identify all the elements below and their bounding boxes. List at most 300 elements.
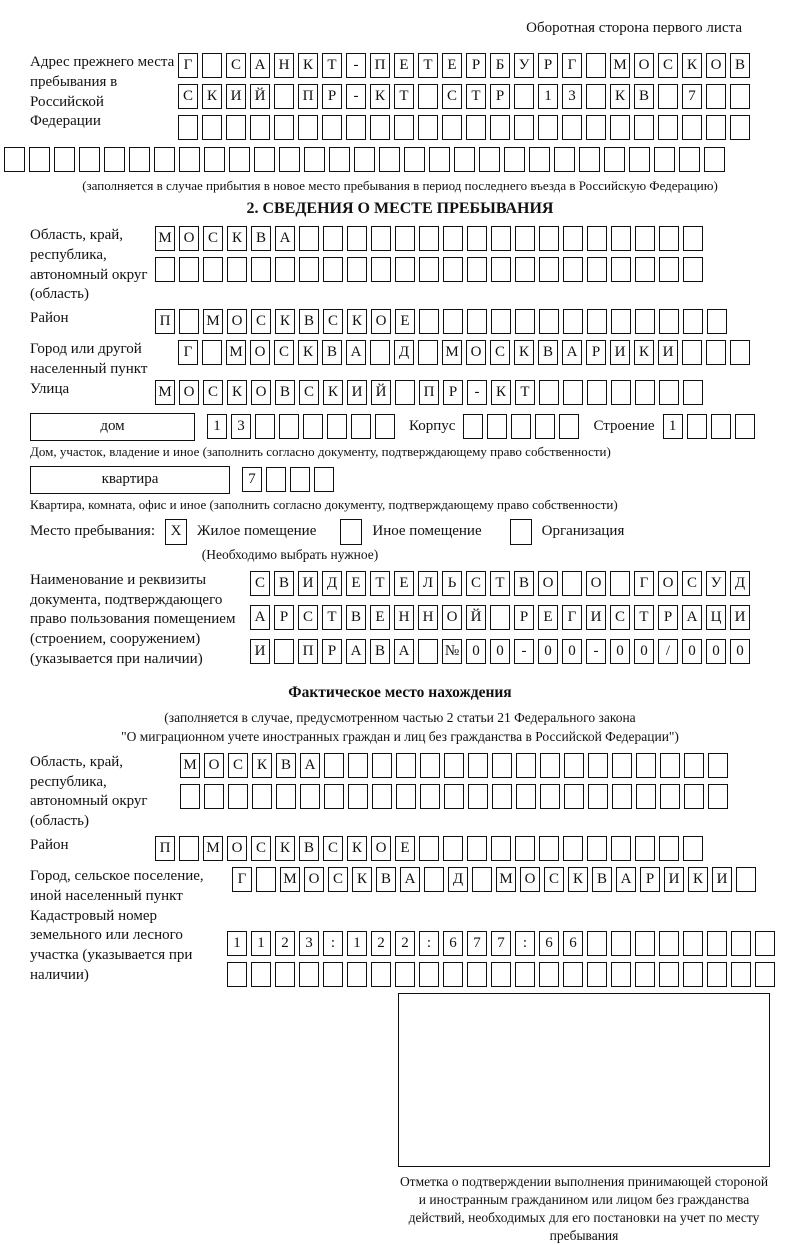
char-cell xyxy=(304,147,325,172)
char-cell xyxy=(396,784,416,809)
oblast-label: Область, край, республика, автономный округ (область) xyxy=(30,227,148,303)
char-cell: С xyxy=(658,53,678,78)
char-cell xyxy=(424,867,444,892)
char-cell xyxy=(370,340,390,365)
raion-row xyxy=(155,309,727,334)
char-cell: А xyxy=(562,340,582,365)
char-cell: О xyxy=(371,309,391,334)
char-cell xyxy=(611,309,631,334)
char-cell xyxy=(635,380,655,405)
char-cell: В xyxy=(299,309,319,334)
char-cell: М xyxy=(610,53,630,78)
char-cell xyxy=(491,257,511,282)
char-cell: И xyxy=(298,571,318,596)
char-cell: О xyxy=(520,867,540,892)
char-cell xyxy=(375,414,395,439)
char-cell xyxy=(275,962,295,987)
char-cell: М xyxy=(442,340,462,365)
char-cell: К xyxy=(202,84,222,109)
char-cell xyxy=(679,147,700,172)
option-zhiloe-label: Жилое помещение xyxy=(197,523,317,540)
char-cell xyxy=(487,414,507,439)
document-row-2 xyxy=(250,605,770,630)
char-cell: О xyxy=(442,605,462,630)
char-cell xyxy=(443,962,463,987)
char-cell xyxy=(443,309,463,334)
char-cell xyxy=(604,147,625,172)
char-cell: 3 xyxy=(231,414,251,439)
char-cell: П xyxy=(298,84,318,109)
char-cell xyxy=(354,147,375,172)
char-cell xyxy=(419,257,439,282)
stamp-area xyxy=(398,993,770,1245)
char-cell xyxy=(660,784,680,809)
char-cell: К xyxy=(275,836,295,861)
char-cell: : xyxy=(323,931,343,956)
fact-raion-label: Район xyxy=(30,836,69,853)
char-cell xyxy=(587,309,607,334)
char-cell: О xyxy=(586,571,606,596)
char-cell xyxy=(467,226,487,251)
char-cell xyxy=(706,84,726,109)
char-cell: С xyxy=(544,867,564,892)
char-cell xyxy=(255,414,275,439)
char-cell: Р xyxy=(274,605,294,630)
char-cell: Н xyxy=(274,53,294,78)
char-cell xyxy=(274,115,294,140)
char-cell: 0 xyxy=(730,639,750,664)
char-cell: - xyxy=(346,53,366,78)
char-cell: И xyxy=(730,605,750,630)
char-cell: / xyxy=(658,639,678,664)
char-cell xyxy=(515,226,535,251)
prev-address-row-3 xyxy=(178,115,770,140)
char-cell: В xyxy=(275,380,295,405)
char-cell xyxy=(654,147,675,172)
kadastr-field xyxy=(30,907,770,987)
char-cell xyxy=(329,147,350,172)
char-cell: У xyxy=(706,571,726,596)
checkbox-zhiloe: X xyxy=(165,519,187,545)
char-cell: К xyxy=(298,53,318,78)
char-cell xyxy=(299,226,319,251)
char-cell: Т xyxy=(322,605,342,630)
fact-gorod-label: Город, сельское поселение, иной населенный пункт xyxy=(30,867,204,904)
char-cell xyxy=(587,380,607,405)
checkbox-inoe xyxy=(340,519,362,545)
oblast-field xyxy=(30,226,770,305)
char-cell: Р xyxy=(443,380,463,405)
char-cell: Д xyxy=(322,571,342,596)
char-cell xyxy=(687,414,707,439)
char-cell: О xyxy=(251,380,271,405)
char-cell xyxy=(683,962,703,987)
char-cell xyxy=(515,836,535,861)
char-cell: С xyxy=(299,380,319,405)
prev-address-field xyxy=(30,53,770,146)
char-cell xyxy=(202,53,222,78)
char-cell xyxy=(514,115,534,140)
char-cell: М xyxy=(203,836,223,861)
char-cell xyxy=(155,257,175,282)
char-cell: Й xyxy=(371,380,391,405)
char-cell xyxy=(635,962,655,987)
char-cell: Т xyxy=(394,84,414,109)
char-cell xyxy=(659,309,679,334)
char-cell: Р xyxy=(658,605,678,630)
fact-oblast-label: Область, край, республика, автономный округ (область) xyxy=(30,753,148,830)
char-cell xyxy=(274,639,294,664)
char-cell: О xyxy=(538,571,558,596)
char-cell: В xyxy=(730,53,750,78)
char-cell xyxy=(404,147,425,172)
char-cell xyxy=(682,340,702,365)
char-cell: К xyxy=(370,84,390,109)
prev-address-row-2 xyxy=(178,84,770,109)
char-cell xyxy=(730,115,750,140)
char-cell: В xyxy=(376,867,396,892)
char-cell: 1 xyxy=(251,931,271,956)
char-cell: Н xyxy=(418,605,438,630)
char-cell: И xyxy=(712,867,732,892)
char-cell: О xyxy=(466,340,486,365)
char-cell: О xyxy=(706,53,726,78)
char-cell: П xyxy=(370,53,390,78)
char-cell xyxy=(588,753,608,778)
char-cell xyxy=(659,931,679,956)
char-cell: 7 xyxy=(682,84,702,109)
char-cell xyxy=(562,571,582,596)
char-cell: 6 xyxy=(563,931,583,956)
char-cell xyxy=(659,380,679,405)
char-cell xyxy=(540,753,560,778)
char-cell: 2 xyxy=(371,931,391,956)
char-cell: С xyxy=(274,340,294,365)
char-cell xyxy=(684,753,704,778)
char-cell: П xyxy=(419,380,439,405)
char-cell: Ц xyxy=(706,605,726,630)
char-cell xyxy=(395,380,415,405)
char-cell xyxy=(252,784,272,809)
char-cell: 2 xyxy=(395,931,415,956)
char-cell xyxy=(463,414,483,439)
char-cell: 0 xyxy=(610,639,630,664)
char-cell xyxy=(443,226,463,251)
char-cell xyxy=(587,962,607,987)
char-cell xyxy=(443,257,463,282)
kadastr-cells xyxy=(227,907,775,987)
char-cell xyxy=(492,784,512,809)
char-cell xyxy=(372,753,392,778)
char-cell xyxy=(684,784,704,809)
char-cell: Е xyxy=(395,309,415,334)
stay-type-label: Место пребывания: xyxy=(30,523,155,540)
prev-address-row-1 xyxy=(178,53,770,78)
char-cell xyxy=(303,414,323,439)
char-cell: Е xyxy=(370,605,390,630)
char-cell: С xyxy=(490,340,510,365)
char-cell: К xyxy=(347,836,367,861)
char-cell: И xyxy=(250,639,270,664)
char-cell xyxy=(711,414,731,439)
char-cell: К xyxy=(227,226,247,251)
char-cell xyxy=(179,147,200,172)
char-cell xyxy=(443,836,463,861)
char-cell: С xyxy=(178,84,198,109)
char-cell: 0 xyxy=(490,639,510,664)
char-cell xyxy=(611,380,631,405)
char-cell xyxy=(683,931,703,956)
fact-note-1: (заполняется в случае, предусмотренном частью 2 статьи 21 Федерального закона xyxy=(164,709,636,725)
char-cell: С xyxy=(466,571,486,596)
char-cell xyxy=(490,605,510,630)
char-cell xyxy=(324,753,344,778)
char-cell: Н xyxy=(394,605,414,630)
char-cell xyxy=(371,257,391,282)
char-cell: Д xyxy=(730,571,750,596)
char-cell: 7 xyxy=(467,931,487,956)
char-cell xyxy=(707,962,727,987)
char-cell xyxy=(468,784,488,809)
char-cell: М xyxy=(226,340,246,365)
char-cell: С xyxy=(228,753,248,778)
char-cell: В xyxy=(274,571,294,596)
char-cell: П xyxy=(155,836,175,861)
char-cell xyxy=(323,226,343,251)
oblast-cells xyxy=(155,226,770,282)
char-cell: Р xyxy=(640,867,660,892)
char-cell xyxy=(419,962,439,987)
char-cell xyxy=(327,414,347,439)
char-cell: О xyxy=(179,226,199,251)
char-cell: И xyxy=(610,340,630,365)
char-cell: К xyxy=(227,380,247,405)
char-cell: С xyxy=(682,571,702,596)
char-cell: Е xyxy=(538,605,558,630)
char-cell xyxy=(466,115,486,140)
char-cell: К xyxy=(252,753,272,778)
stroenie-cells xyxy=(663,414,755,439)
char-cell xyxy=(179,257,199,282)
char-cell xyxy=(371,226,391,251)
char-cell xyxy=(491,962,511,987)
char-cell: В xyxy=(592,867,612,892)
char-cell: 7 xyxy=(242,467,262,492)
fact-oblast-cells xyxy=(180,753,770,809)
char-cell xyxy=(491,226,511,251)
char-cell: - xyxy=(346,84,366,109)
char-cell: И xyxy=(658,340,678,365)
char-cell: Т xyxy=(466,84,486,109)
char-cell: О xyxy=(227,309,247,334)
char-cell: К xyxy=(298,340,318,365)
raion-label: Район xyxy=(30,310,69,327)
korpus-label: Корпус xyxy=(409,418,456,435)
house-row xyxy=(30,413,770,441)
char-cell xyxy=(539,309,559,334)
prev-address-note: (заполняется в случае прибытия в новое место пребывания в период последнего въезда в Российскую Федерацию) xyxy=(82,178,718,193)
char-cell: Т xyxy=(490,571,510,596)
fact-note-2: "О миграционном учете иностранных граждан и лиц без гражданства в Российской Федерации") xyxy=(121,728,679,744)
char-cell xyxy=(4,147,25,172)
char-cell xyxy=(472,867,492,892)
char-cell: Г xyxy=(178,53,198,78)
fact-heading: Фактическое место нахождения xyxy=(288,683,512,701)
kadastr-row-2 xyxy=(227,962,775,987)
document-row-3 xyxy=(250,639,770,664)
char-cell: - xyxy=(467,380,487,405)
char-cell: 0 xyxy=(634,639,654,664)
char-cell: Р xyxy=(322,84,342,109)
char-cell xyxy=(564,753,584,778)
char-cell xyxy=(79,147,100,172)
char-cell: : xyxy=(515,931,535,956)
char-cell: Г xyxy=(178,340,198,365)
char-cell xyxy=(539,962,559,987)
char-cell xyxy=(251,962,271,987)
gorod-row xyxy=(178,340,750,365)
char-cell: С xyxy=(298,605,318,630)
char-cell xyxy=(554,147,575,172)
fact-raion-row xyxy=(155,836,703,861)
char-cell xyxy=(539,380,559,405)
char-cell xyxy=(515,257,535,282)
char-cell xyxy=(454,147,475,172)
char-cell xyxy=(420,753,440,778)
char-cell: О xyxy=(658,571,678,596)
char-cell xyxy=(266,467,286,492)
char-cell: : xyxy=(419,931,439,956)
flat-box: квартира xyxy=(30,466,230,494)
char-cell xyxy=(227,962,247,987)
char-cell xyxy=(611,931,631,956)
char-cell xyxy=(468,753,488,778)
option-inoe-label: Иное помещение xyxy=(372,523,482,540)
char-cell xyxy=(538,115,558,140)
char-cell: Й xyxy=(250,84,270,109)
char-cell xyxy=(202,115,222,140)
char-cell xyxy=(564,784,584,809)
char-cell xyxy=(610,115,630,140)
flat-row xyxy=(30,466,770,494)
char-cell: Р xyxy=(322,639,342,664)
char-cell: И xyxy=(347,380,367,405)
char-cell xyxy=(254,147,275,172)
char-cell xyxy=(708,753,728,778)
char-cell: А xyxy=(346,639,366,664)
char-cell xyxy=(587,257,607,282)
char-cell: 1 xyxy=(663,414,683,439)
char-cell xyxy=(178,115,198,140)
char-cell xyxy=(251,257,271,282)
char-cell: 0 xyxy=(682,639,702,664)
char-cell: 1 xyxy=(538,84,558,109)
char-cell xyxy=(704,147,725,172)
char-cell xyxy=(586,84,606,109)
char-cell: О xyxy=(227,836,247,861)
char-cell: С xyxy=(610,605,630,630)
char-cell xyxy=(563,257,583,282)
char-cell xyxy=(587,226,607,251)
option-organizatsiya-label: Организация xyxy=(541,523,625,540)
char-cell: О xyxy=(371,836,391,861)
char-cell: 2 xyxy=(275,931,295,956)
section2-heading: 2. СВЕДЕНИЯ О МЕСТЕ ПРЕБЫВАНИЯ xyxy=(246,200,554,217)
char-cell: В xyxy=(276,753,296,778)
char-cell xyxy=(659,962,679,987)
char-cell: 0 xyxy=(562,639,582,664)
char-cell xyxy=(256,867,276,892)
char-cell xyxy=(491,836,511,861)
char-cell: И xyxy=(586,605,606,630)
char-cell: 7 xyxy=(491,931,511,956)
char-cell xyxy=(129,147,150,172)
char-cell: Л xyxy=(418,571,438,596)
char-cell xyxy=(730,340,750,365)
document-cells xyxy=(250,571,770,670)
char-cell: Т xyxy=(322,53,342,78)
char-cell xyxy=(429,147,450,172)
char-cell xyxy=(492,753,512,778)
char-cell xyxy=(587,836,607,861)
char-cell: К xyxy=(514,340,534,365)
char-cell: Р xyxy=(466,53,486,78)
char-cell xyxy=(539,226,559,251)
gorod-label: Город или другой населенный пункт xyxy=(30,341,148,377)
char-cell xyxy=(204,147,225,172)
char-cell xyxy=(347,226,367,251)
char-cell xyxy=(371,962,391,987)
char-cell xyxy=(636,753,656,778)
char-cell xyxy=(491,309,511,334)
char-cell xyxy=(379,147,400,172)
char-cell xyxy=(755,962,775,987)
char-cell: А xyxy=(275,226,295,251)
char-cell xyxy=(588,784,608,809)
char-cell: С xyxy=(323,836,343,861)
char-cell: М xyxy=(280,867,300,892)
gorod-field xyxy=(30,340,770,380)
char-cell xyxy=(444,753,464,778)
fact-oblast-field xyxy=(30,753,770,832)
char-cell xyxy=(706,115,726,140)
char-cell xyxy=(611,836,631,861)
char-cell xyxy=(347,257,367,282)
char-cell xyxy=(104,147,125,172)
char-cell xyxy=(563,226,583,251)
char-cell xyxy=(250,115,270,140)
char-cell xyxy=(323,257,343,282)
char-cell: Т xyxy=(515,380,535,405)
char-cell xyxy=(658,84,678,109)
char-cell xyxy=(276,784,296,809)
char-cell xyxy=(275,257,295,282)
char-cell: К xyxy=(347,309,367,334)
char-cell xyxy=(529,147,550,172)
char-cell xyxy=(611,226,631,251)
char-cell: № xyxy=(442,639,462,664)
char-cell xyxy=(442,115,462,140)
ulitsa-label: Улица xyxy=(30,380,70,397)
char-cell: К xyxy=(491,380,511,405)
char-cell: С xyxy=(442,84,462,109)
char-cell: - xyxy=(514,639,534,664)
char-cell: А xyxy=(400,867,420,892)
char-cell: М xyxy=(496,867,516,892)
page-header-note: Оборотная сторона первого листа xyxy=(526,20,742,36)
char-cell xyxy=(324,784,344,809)
char-cell xyxy=(563,962,583,987)
